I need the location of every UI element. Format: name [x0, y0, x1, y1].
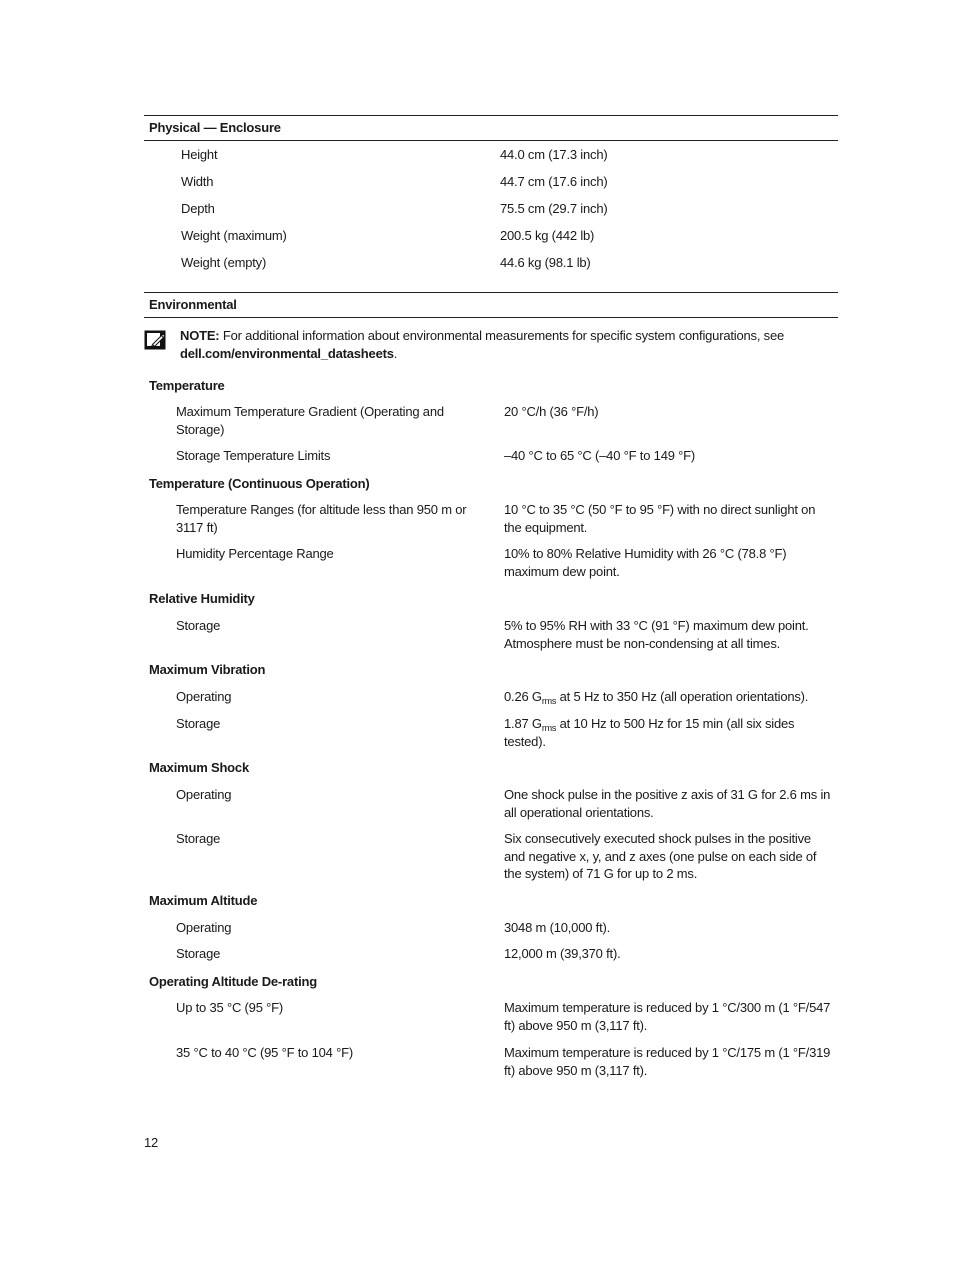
spec-value: 20 °C/h (36 °F/h) — [504, 404, 599, 419]
note-link[interactable]: dell.com/environmental_datasheets — [180, 345, 394, 361]
spec-value: 44.0 cm (17.3 inch) — [500, 147, 608, 162]
spec-value: Maximum temperature is reduced by 1 °C/175 m (1 °F/319 ft) above 950 m (3,117 ft). — [504, 1045, 831, 1078]
spec-label: Depth — [181, 201, 215, 216]
subsection-title-derating: Operating Altitude De-rating — [149, 974, 317, 989]
value-text: at 10 Hz to 500 Hz for 15 min (all six sides tested). — [504, 716, 795, 749]
value-subscript: rms — [541, 696, 557, 706]
spec-value: 44.7 cm (17.6 inch) — [500, 174, 608, 189]
subsection-title-temperature-continuous: Temperature (Continuous Operation) — [149, 476, 370, 491]
subsection-title-temperature: Temperature — [149, 378, 225, 393]
spec-label: Up to 35 °C (95 °F) — [176, 1000, 284, 1015]
subsection-title-altitude: Maximum Altitude — [149, 893, 258, 908]
note-pencil-icon — [144, 330, 166, 350]
spec-label: Operating — [176, 689, 232, 704]
spec-value: 12,000 m (39,370 ft). — [504, 946, 621, 961]
section-header-physical — [144, 115, 838, 141]
section-title: Physical — Enclosure — [149, 120, 281, 135]
subsection-title-shock: Maximum Shock — [149, 760, 249, 775]
spec-label: Storage — [176, 716, 221, 731]
spec-label: Temperature Ranges (for altitude less than 950 m or 3117 ft) — [176, 502, 467, 535]
section-header-environmental — [144, 292, 838, 318]
spec-value — [504, 688, 834, 706]
spec-value: 10% to 80% Relative Humidity with 26 °C (78.8 °F) maximum dew point. — [504, 546, 787, 579]
spec-value — [504, 715, 814, 750]
section-title: Environmental — [149, 297, 237, 312]
spec-value: Maximum temperature is reduced by 1 °C/300 m (1 °F/547 ft) above 950 m (3,117 ft). — [504, 1000, 831, 1033]
spec-label: Operating — [176, 787, 232, 802]
value-text: at 5 Hz to 350 Hz (all operation orientations). — [556, 689, 809, 704]
spec-label: Operating — [176, 920, 232, 935]
spec-label: Weight (empty) — [181, 255, 267, 270]
spec-label: Maximum Temperature Gradient (Operating and Storage) — [176, 404, 444, 437]
spec-label: Weight (maximum) — [181, 228, 287, 243]
spec-value: 44.6 kg (98.1 lb) — [500, 255, 591, 270]
subsection-title-vibration: Maximum Vibration — [149, 662, 266, 677]
note-body: For additional information about environmental measurements for specific system configurations, see — [219, 328, 785, 343]
spec-label: Storage — [176, 831, 221, 846]
note-end: . — [393, 345, 398, 361]
spec-label: Storage Temperature Limits — [176, 448, 331, 463]
note-label: NOTE: — [180, 328, 220, 343]
spec-value: Six consecutively executed shock pulses in the positive and negative x, y, and z axes (one pulse on each side of the system) of 71 G for up to 2 ms. — [504, 831, 817, 881]
spec-value: 75.5 cm (29.7 inch) — [500, 201, 608, 216]
page-number: 12 — [144, 1135, 159, 1150]
spec-value: 200.5 kg (442 lb) — [500, 228, 595, 243]
spec-value: 5% to 95% RH with 33 °C (91 °F) maximum dew point. Atmosphere must be non-condensing at all times. — [504, 618, 809, 651]
spec-label: Humidity Percentage Range — [176, 546, 334, 561]
value-subscript: rms — [541, 723, 557, 733]
spec-label: Storage — [176, 618, 221, 633]
spec-label: Storage — [176, 946, 221, 961]
spec-label: Height — [181, 147, 218, 162]
spec-label: 35 °C to 40 °C (95 °F to 104 °F) — [176, 1045, 353, 1060]
value-text: 1.87 G — [504, 716, 542, 731]
spec-value: 10 °C to 35 °C (50 °F to 95 °F) with no direct sunlight on the equipment. — [504, 502, 816, 535]
value-text: 0.26 G — [504, 689, 542, 704]
spec-value: –40 °C to 65 °C (–40 °F to 149 °F) — [504, 448, 696, 463]
spec-value: 3048 m (10,000 ft). — [504, 920, 611, 935]
spec-value: One shock pulse in the positive z axis of 31 G for 2.6 ms in all operational orientations. — [504, 787, 831, 820]
note-text — [180, 327, 820, 362]
spec-label: Width — [181, 174, 214, 189]
subsection-title-humidity: Relative Humidity — [149, 591, 255, 606]
